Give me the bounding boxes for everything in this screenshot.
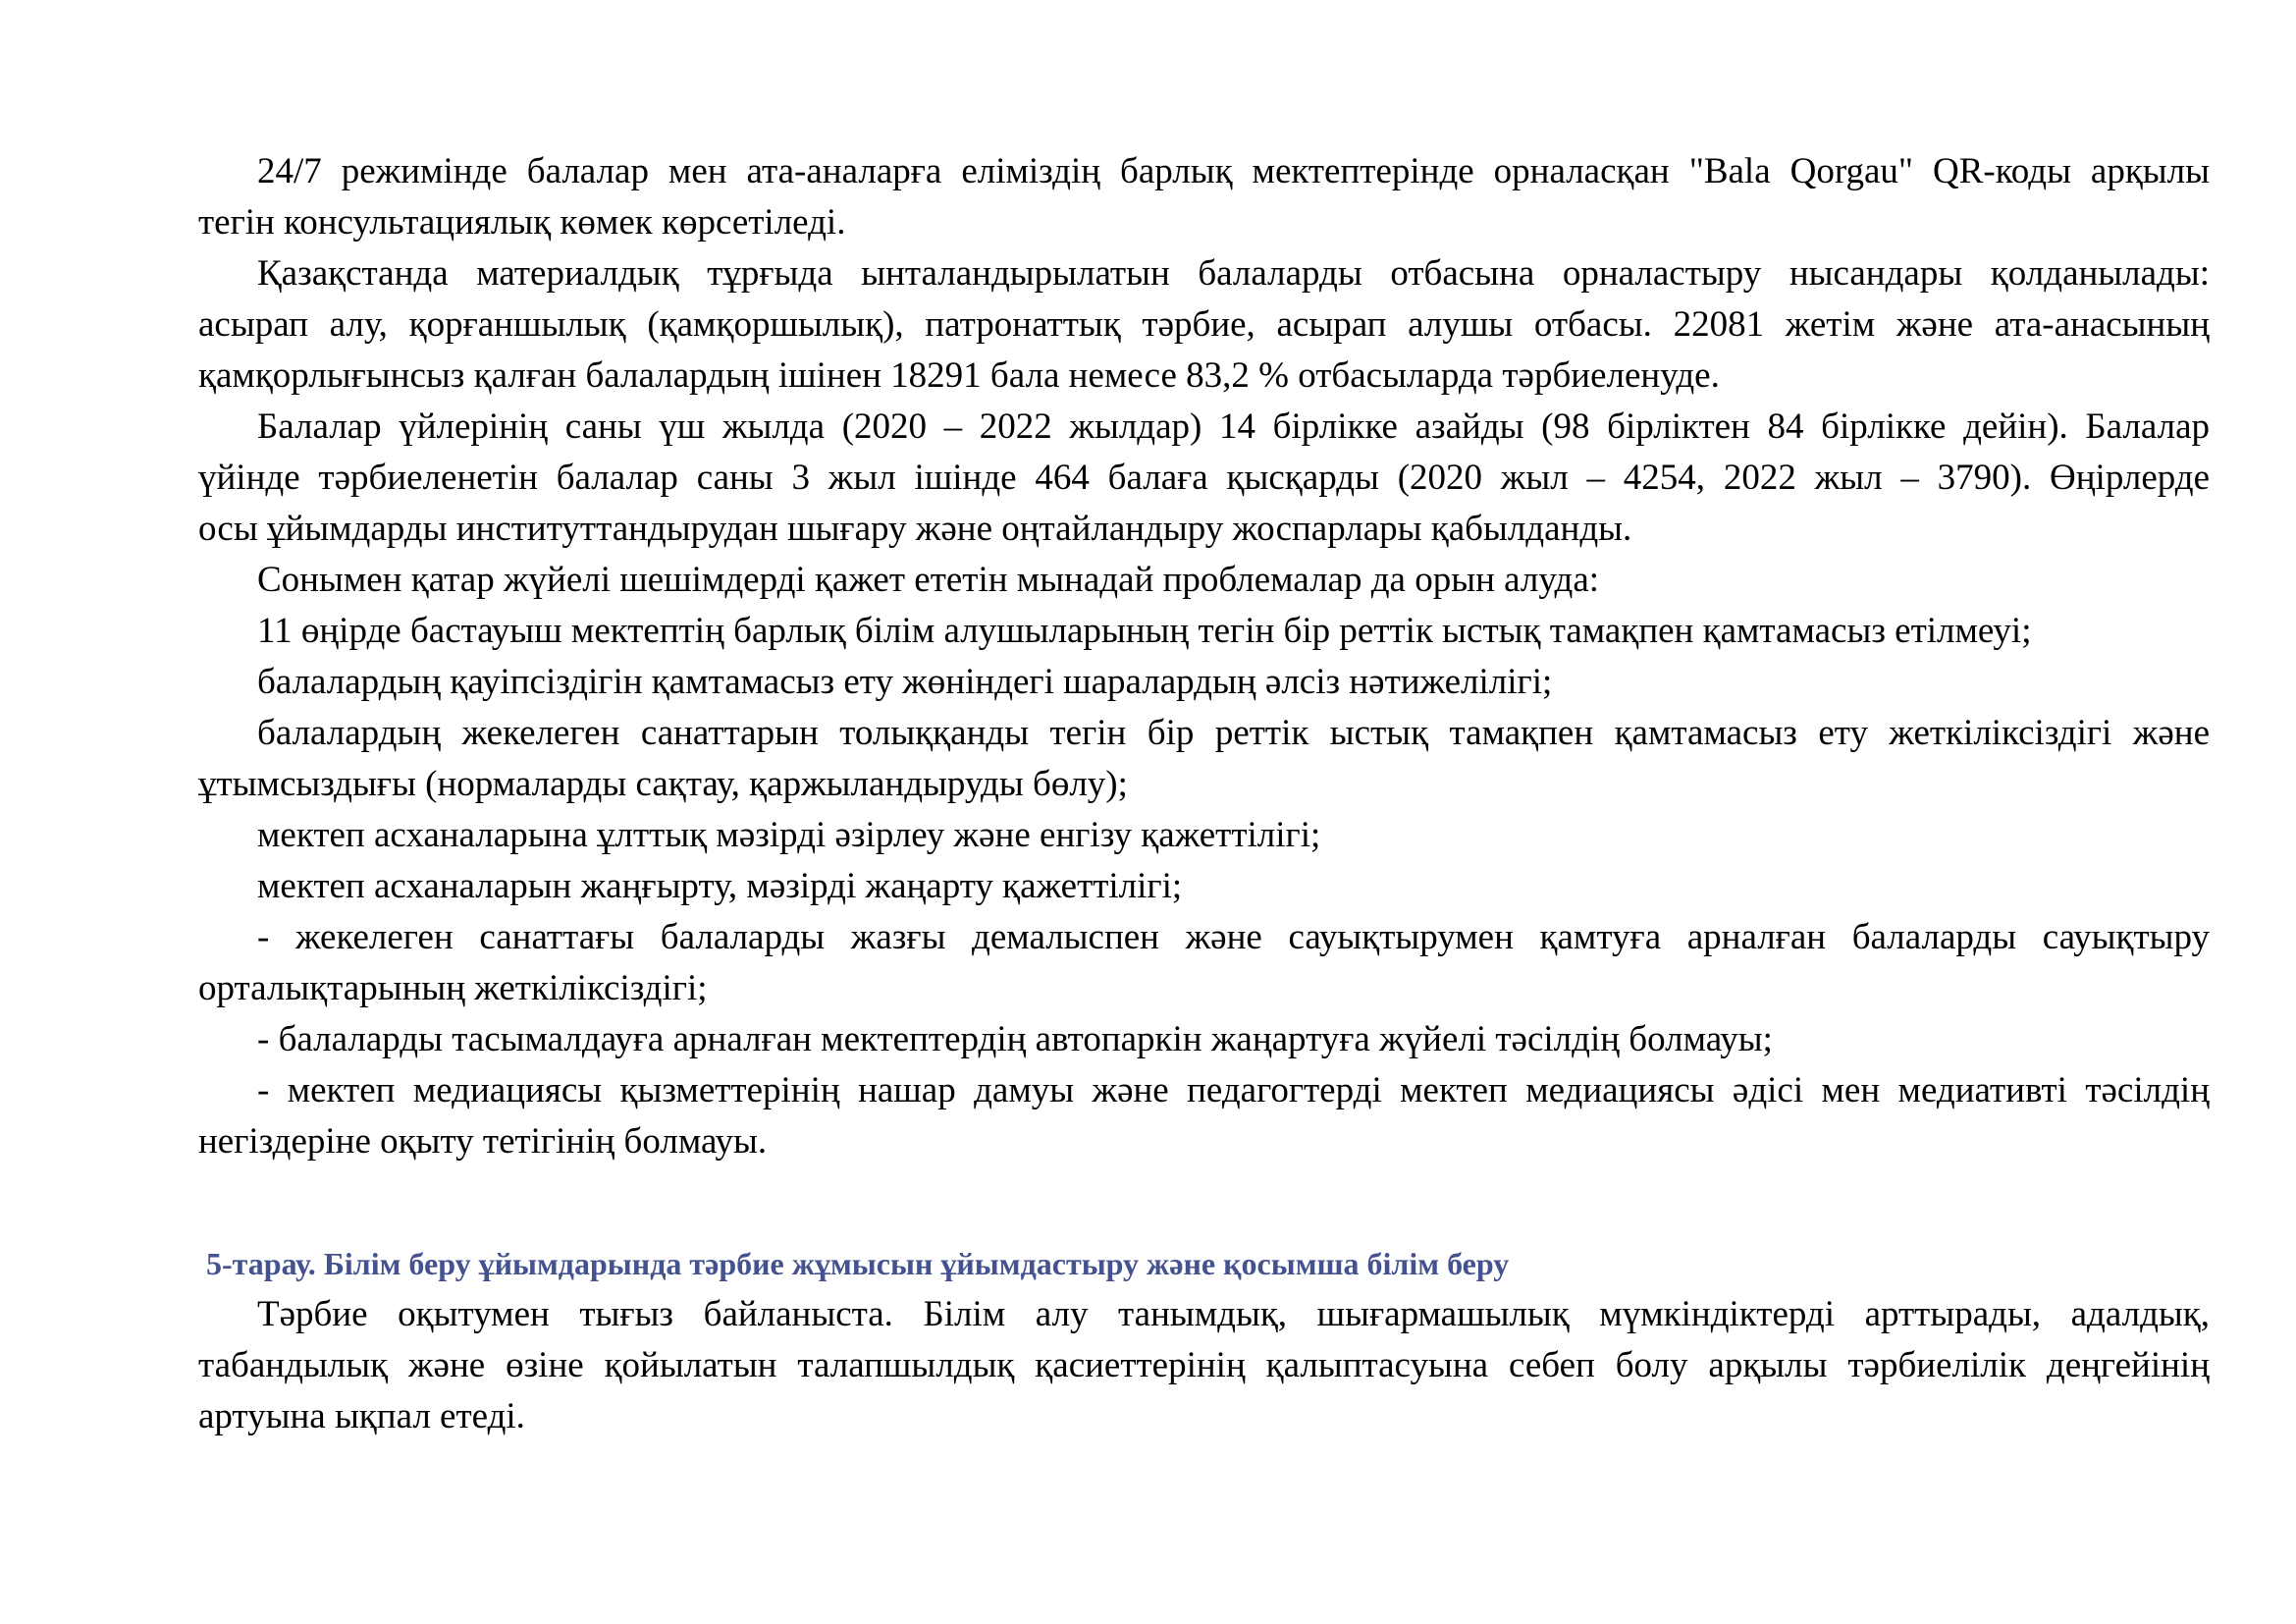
- text-line: артуына ықпал етеді.: [198, 1396, 525, 1436]
- text-line: - жекелеген санаттағы балаларды жазғы демалыспен және сауықтырумен қамтуға арналған балаларды сауықтыру: [257, 917, 2210, 957]
- section-heading: 5-тарау. Білім беру ұйымдарында тәрбие жұмысын ұйымдастыру және қосымша білім беру: [206, 1246, 1510, 1281]
- text-line: мектеп асханаларына ұлттық мәзірді әзірлеу және енгізу қажеттілігі;: [257, 815, 1321, 855]
- paragraph: [198, 1014, 2210, 1065]
- paragraph: [198, 657, 2210, 708]
- text-line: Балалар үйлерінің саны үш жылда (2020 – 2022 жылдар) 14 бірлікке азайды (98 бірліктен 84 бірлікке дейін). Балалар: [257, 406, 2210, 447]
- text-line: табандылық және өзіне қойылатын талапшылдық қасиеттерінің қалыптасуына себеп болу арқылы тәрбиелілік деңгейінің: [198, 1345, 2210, 1385]
- text-line: мектеп асханаларын жаңғырту, мәзірді жаңарту қажеттілігі;: [257, 866, 1183, 906]
- section-body: [198, 1289, 2210, 1442]
- text-line: - мектеп медиациясы қызметтерінің нашар дамуы және педагогтерді мектеп медиациясы әдісі мен медиативті тәсілдің: [257, 1070, 2210, 1110]
- text-line: осы ұйымдарды институттандырудан шығару және оңтайландыру жоспарлары қабылданды.: [198, 509, 1632, 549]
- text-line: Қазақстанда материалдық тұрғыда ынталандырылатын балаларды отбасына орналастыру нысандары қолданылады:: [257, 253, 2210, 294]
- text-line: орталықтарының жеткіліксіздігі;: [198, 968, 708, 1008]
- paragraph: [198, 861, 2210, 912]
- paragraph: [198, 606, 2210, 657]
- text-line: Сонымен қатар жүйелі шешімдерді қажет ететін мынадай проблемалар да орын алуда:: [257, 560, 1600, 600]
- paragraph: [198, 146, 2210, 248]
- paragraph: [198, 555, 2210, 606]
- paragraph: [198, 810, 2210, 861]
- text-line: ұтымсыздығы (нормаларды сақтау, қаржыландыруды бөлу);: [198, 764, 1128, 804]
- text-line: негіздеріне оқыту тетігінің болмауы.: [198, 1121, 768, 1162]
- text-line: үйінде тәрбиеленетін балалар саны 3 жыл ішінде 464 балаға қысқарды (2020 жыл – 4254, 2022 жыл – 3790). Өңірлерде: [198, 458, 2210, 498]
- paragraph: [198, 248, 2210, 402]
- text-line: балалардың қауіпсіздігін қамтамасыз ету жөніндегі шаралардың әлсіз нәтижелілігі;: [257, 662, 1553, 702]
- section-5: [198, 1238, 2210, 1442]
- text-line: Тәрбие оқытумен тығыз байланыста. Білім алу танымдық, шығармашылық мүмкіндіктерді арттырады, адалдық,: [257, 1294, 2210, 1334]
- text-line: 24/7 режимінде балалар мен ата-аналарға еліміздің барлық мектептерінде орналасқан "Bala Qorgau" QR-коды арқылы: [257, 151, 2210, 191]
- paragraph: [198, 708, 2210, 810]
- paragraph: [198, 1289, 2210, 1442]
- paragraph: [198, 402, 2210, 555]
- text-line: қамқорлығынсыз қалған балалардың ішінен 18291 бала немесе 83,2 % отбасыларда тәрбиеленуде.: [198, 355, 1720, 396]
- text-line: асырап алу, қорғаншылық (қамқоршылық), патронаттық тәрбие, асырап алушы отбасы. 22081 жетім және ата-анасының: [198, 304, 2210, 345]
- text-line: - балаларды тасымалдауға арналған мектептердің автопаркін жаңартуға жүйелі тәсілдің болмауы;: [257, 1019, 1773, 1059]
- text-line: балалардың жекелеген санаттарын толыққанды тегін бір реттік ыстық тамақпен қамтамасыз ету жеткіліксіздігі және: [257, 713, 2210, 753]
- paragraph: [198, 912, 2210, 1014]
- text-line: тегін консультациялық көмек көрсетіледі.: [198, 202, 846, 243]
- text-line: 11 өңірде бастауыш мектептің барлық білім алушыларының тегін бір реттік ыстық тамақпен қамтамасыз етілмеуі;: [257, 611, 2032, 651]
- paragraph: [198, 1065, 2210, 1167]
- document-body: [198, 146, 2210, 1167]
